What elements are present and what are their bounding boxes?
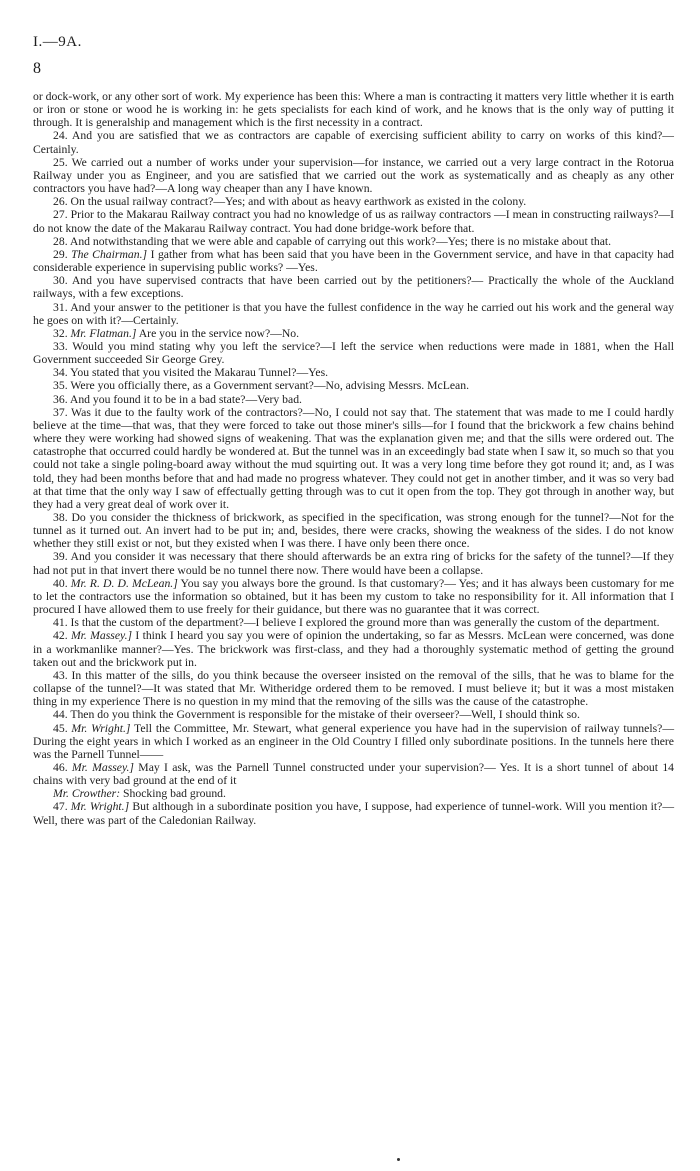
- paragraph: [33, 235, 674, 248]
- document-reference: I.—9A.: [33, 34, 82, 50]
- paragraph-text: 33. Would you mind stating why you left the service?—I left the service when reductions were made in 1881, when the Hall Government succeeded Sir George Grey.: [33, 339, 674, 367]
- paragraph-text: But although in a subordinate position you have, I suppose, had experience of tunnel-work. Will you mention it?—Well, there was part of the Caledonian Railway.: [33, 800, 675, 827]
- question-number: 46.: [53, 760, 72, 774]
- paragraph: [33, 708, 674, 721]
- paragraph-text: or dock-work, or any other sort of work. My experience has been this: Where a man is contracting it matters very little whether it is earth or iron or stone or wood he is working in: he gets specialists for each kind of work, and he knows that is the only way of putting it through. It is generalship and management which is the first necessity in a contract.: [33, 90, 674, 130]
- speaker-name: Mr. Wright.]: [70, 800, 130, 814]
- paragraph: [33, 577, 674, 616]
- paragraph-text: 39. And you consider it was necessary that there should afterwards be an extra ring of bricks for the safety of the tunnel?—If they had not put in that invert there would be no tunnel there now. There would have been a collapse.: [33, 550, 674, 577]
- paragraph: [33, 379, 674, 392]
- paragraph-text: 37. Was it due to the faulty work of the contractors?—No, I could not say that. The statement that was made to me I could hardly believe at the time—that was, that they were forced to take out those miner's sills—for I found that the brickwork a few chains behind where they were working had showed signs of weakening. That was the explanation given me; and that the sills were ordered out. The catastrophe that occurred could hardly be wondered at. But the tunnel was in an exceedingly bad state when I saw it, so much so that you could not take a single poling-board away without the mud squirting out. It was a very long time before they got round it; and, as I was told, they had been months before that and had made no progress whatever. They could not get in another timber, and it was so very bad at that time that the only way I saw of effectually getting through was to cut it open from the top. They got through in another way, but they had a very great deal of work over it.: [33, 405, 674, 511]
- paragraph: [33, 301, 674, 327]
- paragraph: [33, 340, 674, 366]
- paragraph-text: Tell the Committee, Mr. Stewart, what general experience you have had in the supervision of railway tunnels?—During the eight years in which I worked as an engineer in the Old Country I filled only subordinate positions. In the tunnels here there was the Parnell Tunnel——: [33, 721, 675, 761]
- paragraph-text: 25. We carried out a number of works under your supervision—for instance, we carried out a very large contract in the Rotorua Railway under you as Engineer, and you are satisfied that we carried out the work as systematically and as cheaply as any other contractors you have had?—A long way cheaper than any I have known.: [33, 155, 674, 196]
- paragraph: [33, 90, 674, 129]
- paragraph: [33, 629, 674, 668]
- paragraph: [33, 406, 674, 511]
- document-body: [33, 90, 674, 827]
- speaker-name: Mr. Crowther:: [53, 787, 121, 801]
- paragraph-text: You say you always bore the ground. Is that customary?— Yes; and it has always been customary for me to let the contractors use the information so obtained, but it has been my custom to take no responsibility for it. All information that I procured I have allowed them to use freely for their guidance, but there was no guarantee that it was correct.: [33, 576, 675, 617]
- paragraph: [33, 327, 674, 340]
- page-mark: [397, 1158, 400, 1161]
- speaker-name: Mr. Flatman.]: [70, 326, 137, 340]
- paragraph: [33, 550, 674, 576]
- paragraph-text: I think I heard you say you were of opinion the undertaking, so far as Messrs. McLean were concerned, was done in a workmanlike manner?—Yes. The brickwork was first-class, and they had a thoroughly systematic method of getting the ground taken out and the brickwork put in.: [33, 629, 675, 669]
- paragraph: [33, 616, 674, 629]
- paragraph: [33, 393, 674, 406]
- paragraph: [33, 129, 674, 155]
- speaker-name: Mr. R. D. D. McLean.]: [70, 576, 178, 590]
- question-number: 32.: [53, 326, 71, 340]
- paragraph: [33, 156, 674, 195]
- paragraph: [33, 800, 674, 826]
- question-number: 40.: [53, 576, 71, 590]
- paragraph-text: Shocking bad ground.: [123, 787, 226, 801]
- question-number: 29.: [53, 247, 72, 261]
- question-number: 47.: [53, 800, 71, 814]
- paragraph-text: 31. And your answer to the petitioner is that you have the fullest confidence in the way he carried out his work and the general way he goes on with it?—Certainly.: [33, 300, 674, 327]
- paragraph-text: May I ask, was the Parnell Tunnel constructed under your supervision?— Yes. It is a short tunnel of about 14 chains with very bad ground at the end of it: [33, 760, 675, 788]
- paragraph-text: 35. Were you officially there, as a Government servant?—No, advising Messrs. McLean.: [53, 379, 470, 393]
- paragraph: [33, 669, 674, 708]
- speaker-name: The Chairman.]: [71, 247, 148, 261]
- paragraph-text: Are you in the service now?—No.: [138, 326, 300, 340]
- paragraph-text: 36. And you found it to be in a bad state?—Very bad.: [53, 392, 302, 406]
- paragraph-text: 44. Then do you think the Government is responsible for the mistake of their overseer?—Well, I should think so.: [53, 708, 580, 722]
- speaker-name: Mr. Wright.]: [71, 721, 131, 735]
- paragraph-text: 34. You stated that you visited the Makarau Tunnel?—Yes.: [53, 366, 329, 380]
- paragraph-text: 28. And notwithstanding that we were able and capable of carrying out this work?—Yes; there is no mistake about that.: [53, 234, 612, 248]
- speaker-name: Mr. Massey.]: [70, 629, 133, 643]
- paragraph-text: 24. And you are satisfied that we as contractors are capable of exercising sufficient ability to carry on works of this kind?—Certainly.: [33, 129, 674, 156]
- paragraph-text: 38. Do you consider the thickness of brickwork, as specified in the specification, was strong enough for the tunnel?—Not for the tunnel as it turned out. An invert had to be put in; and, besides, there were cracks, showing the weakness of the sides. I do not know whether they still exist or not, but they existed when I was there. I have only been there once.: [33, 511, 674, 551]
- paragraph: [33, 208, 674, 234]
- page-number: 8: [33, 60, 41, 77]
- paragraph-text: I gather from what has been said that you have been in the Government service, and have in that capacity had considerable experience in supervising public works? —Yes.: [33, 247, 675, 275]
- paragraph: [33, 511, 674, 550]
- paragraph: [33, 366, 674, 379]
- paragraph-text: 26. On the usual railway contract?—Yes; and with about as heavy earthwork as existed in the colony.: [53, 195, 527, 209]
- paragraph: [33, 248, 674, 274]
- paragraph: [33, 722, 674, 761]
- paragraph: [33, 195, 674, 208]
- paragraph: [33, 761, 674, 787]
- question-number: 45.: [53, 721, 72, 735]
- speaker-name: Mr. Massey.]: [71, 760, 134, 774]
- page-header: [33, 34, 674, 60]
- paragraph-text: 41. Is that the custom of the department?—I believe I explored the ground more than was generally the custom of the department.: [53, 616, 660, 630]
- paragraph-text: 27. Prior to the Makarau Railway contract you had no knowledge of us as railway contractors —I mean in constructing railways?—I do not know the date of the Makarau Railway contract. You had done bridge-work before that.: [33, 208, 674, 235]
- question-number: 42.: [53, 629, 71, 643]
- paragraph: [33, 787, 674, 800]
- paragraph-text: 30. And you have supervised contracts that have been carried out by the petitioners?— Practically the whole of the Auckland railways, with a few exceptions.: [33, 274, 674, 301]
- paragraph: [33, 274, 674, 300]
- paragraph-text: 43. In this matter of the sills, do you think because the overseer insisted on the removal of the sills, that he was to blame for the collapse of the tunnel?—It was stated that Mr. Witheridge ordered them to be removed. I must believe it; but it was a most mistaken thing in my experience There is no question in my mind that the removing of the sills was the cause of the catastrophe.: [33, 668, 674, 709]
